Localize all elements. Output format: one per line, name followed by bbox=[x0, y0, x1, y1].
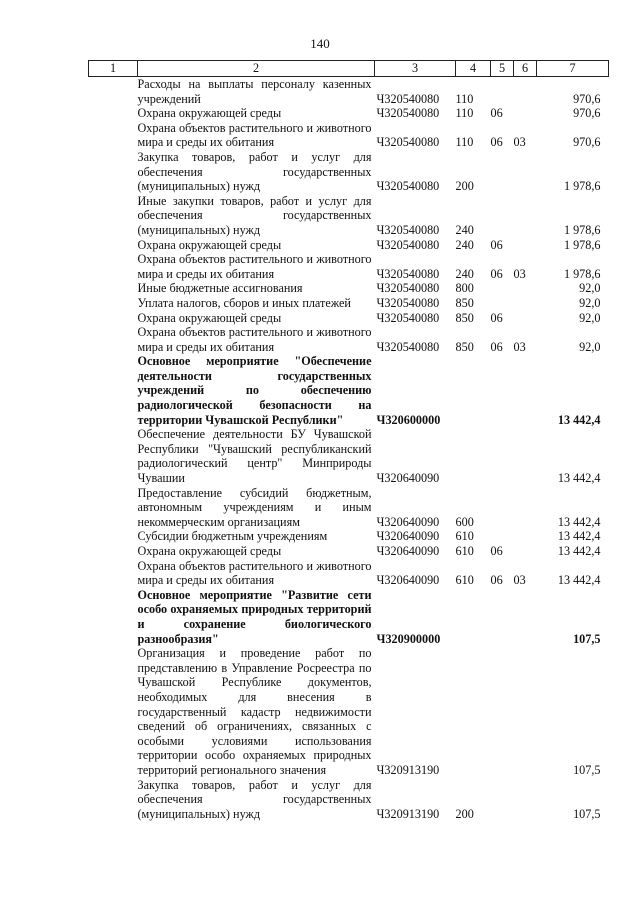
section-code: 06 bbox=[490, 544, 503, 558]
amount: 107,5 bbox=[573, 806, 601, 821]
item-name: Охрана объектов растительного и животного мира и среды их обитания bbox=[137, 558, 372, 588]
expense-type: 610 bbox=[455, 529, 474, 544]
target-code: Ч320540080 bbox=[376, 266, 440, 281]
blank-cell bbox=[89, 194, 138, 238]
target-code: Ч320540080 bbox=[376, 106, 440, 121]
subsection-code bbox=[514, 354, 537, 427]
subsection-code bbox=[514, 281, 537, 296]
subsection-code bbox=[514, 588, 537, 646]
column-header: 5 bbox=[491, 61, 514, 77]
subsection-code bbox=[514, 150, 537, 194]
expense-type: 200 bbox=[455, 179, 474, 194]
amount: 92,0 bbox=[579, 310, 601, 325]
expense-type: 850 bbox=[455, 295, 474, 310]
section-code bbox=[491, 588, 514, 646]
amount: 92,0 bbox=[579, 281, 601, 296]
item-name: Закупка товаров, работ и услуг для обеспечения государственных (муниципальных) нужд bbox=[137, 149, 372, 194]
amount: 1 978,6 bbox=[563, 222, 601, 237]
expense-type: 850 bbox=[455, 310, 474, 325]
expense-type: 850 bbox=[455, 339, 474, 354]
expense-type: 240 bbox=[455, 222, 474, 237]
section-code bbox=[491, 486, 514, 530]
expense-type bbox=[456, 588, 491, 646]
target-code: Ч320640090 bbox=[376, 573, 440, 588]
target-code: Ч320540080 bbox=[376, 222, 440, 237]
column-header: 7 bbox=[537, 61, 609, 77]
expense-type: 610 bbox=[455, 573, 474, 588]
blank-cell bbox=[89, 427, 138, 485]
table-body bbox=[89, 77, 609, 822]
column-header: 4 bbox=[456, 61, 491, 77]
subsection-code: 03 bbox=[513, 573, 526, 588]
item-name: Основное мероприятие "Развитие сети особо охраняемых природных территорий и сохранение биологического разнообразия" bbox=[137, 587, 372, 646]
table-row bbox=[89, 77, 609, 107]
blank-cell bbox=[89, 238, 138, 253]
target-code: Ч320540080 bbox=[376, 135, 440, 150]
target-code: Ч320540080 bbox=[376, 179, 440, 194]
blank-cell bbox=[89, 544, 138, 559]
target-code: Ч320540080 bbox=[376, 281, 440, 296]
blank-cell bbox=[89, 296, 138, 311]
page-number: 140 bbox=[310, 36, 330, 51]
table-row bbox=[89, 646, 609, 777]
item-name: Закупка товаров, работ и услуг для обеспечения государственных (муниципальных) нужд bbox=[137, 777, 372, 821]
item-name: Обеспечение деятельности БУ Чувашской Республики "Чувашский республиканский радиологический центр" Минприроды Чувашии bbox=[137, 427, 372, 486]
item-name: Основное мероприятие "Обеспечение деятельности государственных учреждений по обеспечению радиологической безопасности на территории Чувашской Республики" bbox=[137, 354, 372, 427]
table-row bbox=[89, 354, 609, 427]
table-row bbox=[89, 325, 609, 354]
section-code bbox=[491, 778, 514, 822]
target-code: Ч320540080 bbox=[376, 91, 440, 106]
target-code: Ч320913190 bbox=[376, 806, 440, 821]
blank-cell bbox=[89, 486, 138, 530]
subsection-code bbox=[514, 311, 537, 326]
section-code: 06 bbox=[490, 339, 503, 354]
table-row bbox=[89, 121, 609, 150]
expense-type: 110 bbox=[455, 135, 474, 150]
item-name: Охрана окружающей среды bbox=[137, 106, 282, 121]
target-code: Ч320900000 bbox=[376, 631, 441, 646]
item-name: Организация и проведение работ по представлению в Управление Росреестра по Чувашской Республике документов, необходимых для внесения в государственный кадастр недвижимости сведений об ограничениях, связанных с особыми условиями использования территории особо охраняемых природных территорий регионального значения bbox=[137, 646, 372, 777]
section-code bbox=[491, 646, 514, 777]
section-code: 06 bbox=[490, 106, 503, 121]
target-code: Ч320640090 bbox=[376, 471, 440, 486]
subsection-code bbox=[514, 486, 537, 530]
item-name: Иные закупки товаров, работ и услуг для обеспечения государственных (муниципальных) нужд bbox=[137, 193, 372, 237]
expense-type bbox=[456, 646, 491, 777]
item-name: Охрана окружающей среды bbox=[137, 237, 282, 252]
column-header: 2 bbox=[138, 61, 375, 77]
blank-cell bbox=[89, 311, 138, 326]
item-name: Охрана окружающей среды bbox=[137, 544, 282, 558]
subsection-code bbox=[514, 106, 537, 121]
table-row bbox=[89, 252, 609, 281]
blank-cell bbox=[89, 529, 138, 544]
section-code bbox=[491, 77, 514, 107]
column-header: 1 bbox=[89, 61, 138, 77]
item-name: Охрана объектов растительного и животного мира и среды их обитания bbox=[137, 252, 372, 281]
amount: 970,6 bbox=[573, 106, 601, 121]
expense-type: 240 bbox=[455, 266, 474, 281]
amount: 107,5 bbox=[573, 631, 601, 646]
table-row bbox=[89, 150, 609, 194]
table-row bbox=[89, 427, 609, 485]
expense-type bbox=[456, 354, 491, 427]
section-code bbox=[491, 281, 514, 296]
amount: 92,0 bbox=[579, 295, 601, 310]
subsection-code: 03 bbox=[513, 266, 526, 281]
blank-cell bbox=[89, 354, 138, 427]
amount: 107,5 bbox=[573, 762, 601, 777]
blank-cell bbox=[89, 559, 138, 588]
item-name: Субсидии бюджетным учреждениям bbox=[137, 529, 328, 544]
expense-type: 110 bbox=[455, 91, 474, 106]
section-code: 06 bbox=[490, 135, 503, 150]
amount: 1 978,6 bbox=[563, 179, 601, 194]
blank-cell bbox=[89, 646, 138, 777]
amount: 13 442,4 bbox=[557, 529, 601, 544]
expense-type: 240 bbox=[455, 237, 474, 252]
blank-cell bbox=[89, 588, 138, 646]
table-row bbox=[89, 486, 609, 530]
table-row bbox=[89, 778, 609, 822]
section-code: 06 bbox=[490, 573, 503, 588]
section-code bbox=[491, 194, 514, 238]
amount: 13 442,4 bbox=[557, 573, 601, 588]
section-code bbox=[491, 150, 514, 194]
subsection-code bbox=[514, 77, 537, 107]
table-row bbox=[89, 529, 609, 544]
column-header: 3 bbox=[375, 61, 456, 77]
table-row bbox=[89, 544, 609, 559]
amount: 970,6 bbox=[573, 135, 601, 150]
amount: 13 442,4 bbox=[557, 544, 601, 558]
subsection-code bbox=[514, 194, 537, 238]
section-code: 06 bbox=[490, 237, 503, 252]
column-header: 6 bbox=[514, 61, 537, 77]
target-code: Ч320540080 bbox=[376, 310, 440, 325]
target-code: Ч320600000 bbox=[376, 412, 441, 427]
section-code bbox=[491, 427, 514, 485]
amount: 13 442,4 bbox=[557, 471, 601, 486]
section-code bbox=[491, 354, 514, 427]
expense-type: 800 bbox=[455, 281, 474, 296]
expense-type: 200 bbox=[455, 806, 474, 821]
item-name: Иные бюджетные ассигнования bbox=[137, 281, 303, 296]
expense-type: 600 bbox=[455, 514, 474, 529]
subsection-code bbox=[514, 646, 537, 777]
item-name: Охрана объектов растительного и животного мира и среды их обитания bbox=[137, 325, 372, 354]
table-row bbox=[89, 559, 609, 588]
item-name: Уплата налогов, сборов и иных платежей bbox=[137, 295, 351, 310]
section-code: 06 bbox=[490, 266, 503, 281]
blank-cell bbox=[89, 325, 138, 354]
table-row bbox=[89, 588, 609, 646]
amount: 92,0 bbox=[579, 339, 601, 354]
amount: 1 978,6 bbox=[563, 266, 601, 281]
table-row bbox=[89, 194, 609, 238]
target-code: Ч320640090 bbox=[376, 514, 440, 529]
target-code: Ч320640090 bbox=[376, 529, 440, 544]
blank-cell bbox=[89, 252, 138, 281]
expense-type: 610 bbox=[455, 544, 474, 558]
amount: 1 978,6 bbox=[563, 237, 601, 252]
item-name: Предоставление субсидий бюджетным, автономным учреждениям и иным некоммерческим организациям bbox=[137, 485, 372, 529]
subsection-code: 03 bbox=[513, 339, 526, 354]
budget-table bbox=[88, 60, 609, 821]
section-code bbox=[491, 296, 514, 311]
section-code: 06 bbox=[490, 310, 503, 325]
item-name: Расходы на выплаты персоналу казенных учреждений bbox=[137, 77, 372, 106]
target-code: Ч320540080 bbox=[376, 295, 440, 310]
table-row bbox=[89, 281, 609, 296]
amount: 970,6 bbox=[573, 91, 601, 106]
blank-cell bbox=[89, 150, 138, 194]
table-row bbox=[89, 311, 609, 326]
blank-cell bbox=[89, 77, 138, 107]
target-code: Ч320540080 bbox=[376, 339, 440, 354]
header-row bbox=[89, 61, 609, 77]
blank-cell bbox=[89, 106, 138, 121]
blank-cell bbox=[89, 281, 138, 296]
subsection-code bbox=[514, 427, 537, 485]
section-code bbox=[491, 529, 514, 544]
item-name: Охрана объектов растительного и животного мира и среды их обитания bbox=[137, 120, 372, 150]
expense-type bbox=[456, 427, 491, 485]
target-code: Ч320913190 bbox=[376, 762, 440, 777]
subsection-code bbox=[514, 544, 537, 559]
target-code: Ч320540080 bbox=[376, 237, 440, 252]
table-row bbox=[89, 106, 609, 121]
blank-cell bbox=[89, 121, 138, 150]
subsection-code bbox=[514, 296, 537, 311]
expense-type: 110 bbox=[455, 106, 474, 121]
subsection-code bbox=[514, 238, 537, 253]
subsection-code bbox=[514, 778, 537, 822]
table-row bbox=[89, 238, 609, 253]
target-code: Ч320640090 bbox=[376, 544, 440, 558]
subsection-code: 03 bbox=[513, 135, 526, 150]
blank-cell bbox=[89, 778, 138, 822]
subsection-code bbox=[514, 529, 537, 544]
amount: 13 442,4 bbox=[557, 514, 601, 529]
item-name: Охрана окружающей среды bbox=[137, 310, 282, 325]
amount: 13 442,4 bbox=[557, 412, 601, 427]
table-row bbox=[89, 296, 609, 311]
